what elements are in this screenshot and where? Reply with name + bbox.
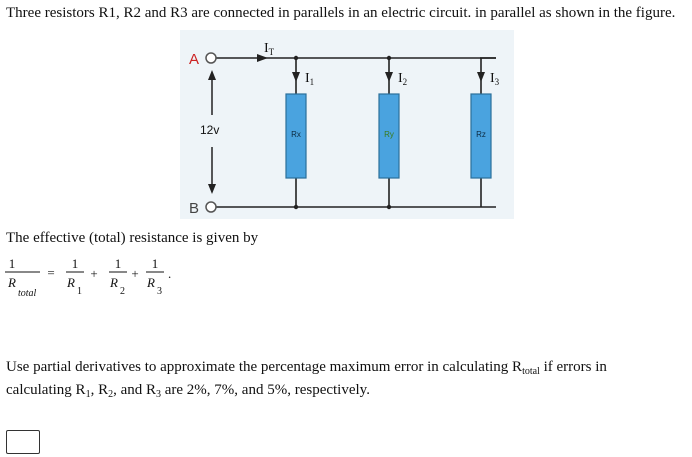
formula-plus-1: +	[90, 266, 98, 281]
main-current-label: $I_T$	[264, 41, 275, 57]
formula-term2-subscript: 2	[120, 286, 125, 297]
question-line-2-part-1: , R	[90, 382, 109, 398]
question-line-2-part-0: calculating R	[6, 382, 86, 398]
voltage-label: 12v	[200, 123, 220, 137]
r-total-subscript: total	[522, 366, 540, 377]
r2-subscript: 2	[108, 389, 114, 400]
formula-term1-numerator: 1	[71, 256, 79, 271]
resistor-ry-label: Ry	[384, 130, 394, 139]
effective-resistance-text: The effective (total) resistance is given by	[6, 230, 259, 246]
question-line-2	[6, 381, 370, 399]
r3-subscript: 3	[156, 389, 161, 400]
terminal-b-node	[206, 202, 216, 212]
formula-end-period: .	[168, 266, 172, 281]
formula-term1-denominator: R	[67, 275, 75, 290]
question-line-2-part-2: , and R	[113, 382, 156, 398]
formula-term1-subscript: 1	[77, 286, 82, 297]
branch-current-label-3: $I_3$	[490, 71, 500, 87]
formula-lhs-subscript: total	[18, 288, 37, 299]
terminal-a-label: A	[189, 51, 200, 68]
problem-intro: Three resistors R1, R2 and R3 are connected in parallels in an electric circuit. in parallel as shown in the figure.	[6, 5, 676, 21]
r1-subscript: 1	[85, 389, 91, 400]
resistor-rz-label: Rz	[476, 130, 486, 139]
formula-lhs-numerator: 1	[8, 256, 16, 271]
branch-current-label-1: $I_1$	[305, 71, 315, 87]
formula-equals: =	[47, 265, 55, 280]
terminal-a-node	[206, 53, 216, 63]
formula-lhs-denominator: R	[8, 275, 16, 290]
terminal-b-label: B	[189, 200, 200, 217]
formula-term3-subscript: 3	[157, 286, 162, 297]
circuit-diagram	[180, 30, 514, 219]
resistor-rx-label: Rx	[291, 130, 301, 139]
formula-term2-denominator: R	[110, 275, 118, 290]
branch-current-label-2: $I_2$	[398, 71, 408, 87]
formula-term3-numerator: 1	[151, 256, 159, 271]
question-line-1-tail: if errors in	[539, 359, 607, 375]
formula-term2-numerator: 1	[114, 256, 122, 271]
formula-plus-2: +	[131, 266, 139, 281]
question-line-1-text: Use partial derivatives to approximate the percentage maximum error in calculating R	[6, 359, 523, 375]
resistance-formula	[0, 256, 200, 302]
formula-term3-denominator: R	[147, 275, 155, 290]
question-line-2-part-3: are 2%, 7%, and 5%, respectively.	[161, 382, 370, 398]
answer-input-box[interactable]	[6, 430, 40, 454]
question-line-1	[6, 358, 607, 376]
